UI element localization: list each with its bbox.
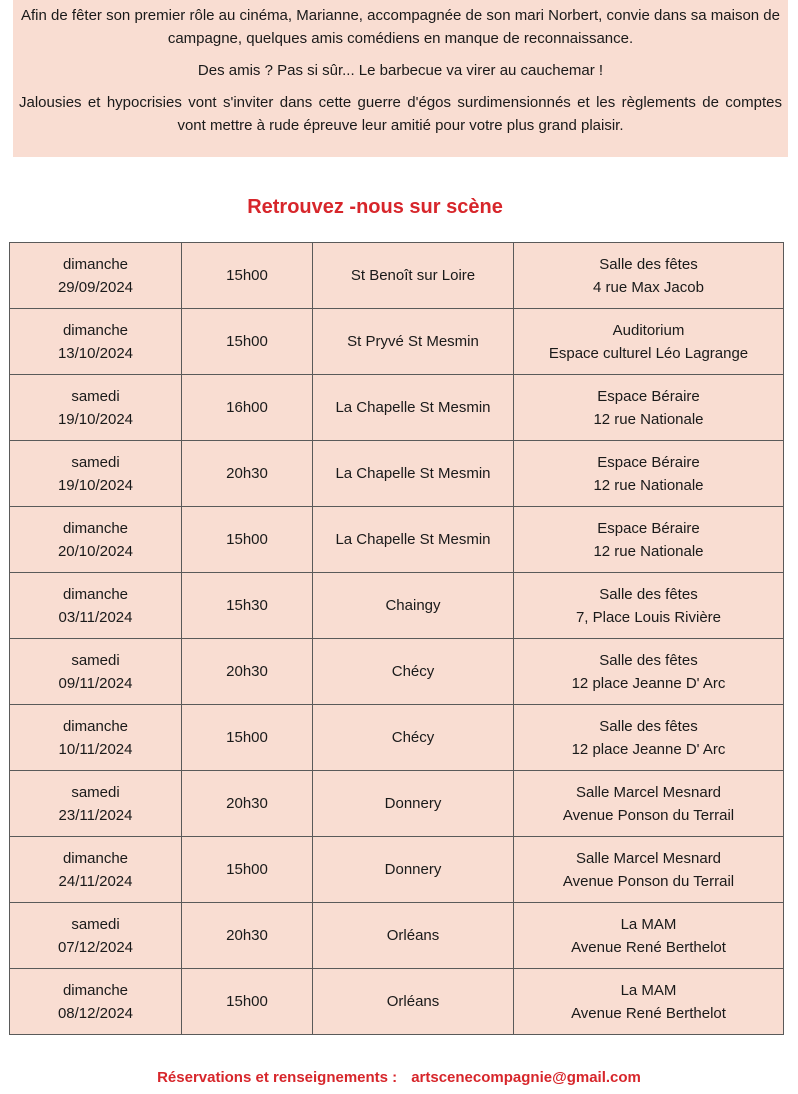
- venue-address: 12 place Jeanne D' Arc: [571, 674, 726, 692]
- table-row: [10, 969, 784, 1035]
- venue-cell: [514, 705, 784, 771]
- weekday: samedi: [71, 915, 120, 933]
- venue-name: Salle des fêtes: [599, 717, 698, 735]
- table-row: [10, 507, 784, 573]
- date-cell: [10, 573, 182, 639]
- city-cell: Orléans: [313, 903, 514, 969]
- date: 19/10/2024: [57, 410, 134, 428]
- date-cell: [10, 507, 182, 573]
- weekday: dimanche: [62, 981, 129, 999]
- date: 29/09/2024: [57, 278, 134, 296]
- time-cell: 15h00: [182, 309, 313, 375]
- date-cell: [10, 375, 182, 441]
- venue-name: Salle des fêtes: [599, 585, 698, 603]
- venue-address: 12 rue Nationale: [593, 542, 704, 560]
- city-cell: La Chapelle St Mesmin: [313, 375, 514, 441]
- weekday: samedi: [71, 651, 120, 669]
- venue-name: Salle Marcel Mesnard: [575, 783, 722, 801]
- venue-name: Espace Béraire: [597, 453, 700, 471]
- date: 19/10/2024: [57, 476, 134, 494]
- city-cell: Donnery: [313, 837, 514, 903]
- venue-cell: [514, 441, 784, 507]
- date: 13/10/2024: [57, 344, 134, 362]
- venue-cell: [514, 771, 784, 837]
- date: 08/12/2024: [57, 1004, 134, 1022]
- venue-cell: [514, 375, 784, 441]
- date-cell: [10, 969, 182, 1035]
- venue-address: Avenue René Berthelot: [571, 1004, 726, 1022]
- weekday: samedi: [71, 453, 120, 471]
- date-cell: [10, 903, 182, 969]
- venue-name: Salle des fêtes: [599, 651, 698, 669]
- venue-address: 4 rue Max Jacob: [593, 278, 704, 296]
- table-row: [10, 705, 784, 771]
- time-cell: 20h30: [182, 639, 313, 705]
- table-row: [10, 573, 784, 639]
- table-row: [10, 903, 784, 969]
- city-cell: Chécy: [313, 639, 514, 705]
- schedule-body: [10, 243, 784, 1035]
- date-cell: [10, 771, 182, 837]
- contact-email-link[interactable]: artscenecompagnie@gmail.com: [411, 1069, 641, 1086]
- city-cell: Orléans: [313, 969, 514, 1035]
- venue-name: Salle des fêtes: [599, 255, 698, 273]
- weekday: samedi: [71, 783, 120, 801]
- venue-cell: [514, 573, 784, 639]
- date-cell: [10, 837, 182, 903]
- weekday: samedi: [71, 387, 120, 405]
- date: 03/11/2024: [58, 608, 133, 626]
- table-row: [10, 243, 784, 309]
- date-cell: [10, 441, 182, 507]
- time-cell: 15h00: [182, 837, 313, 903]
- venue-cell: [514, 969, 784, 1035]
- synopsis-paragraph-3: Jalousies et hypocrisies vont s'inviter dans cette guerre d'égos surdimensionnés et les règlements de comptes vont mettre à rude épreuve leur amitié pour votre plus grand plaisir.: [19, 94, 782, 134]
- date-cell: [10, 705, 182, 771]
- venue-cell: [514, 837, 784, 903]
- venue-name: Espace Béraire: [597, 387, 700, 405]
- time-cell: 20h30: [182, 903, 313, 969]
- city-cell: Chécy: [313, 705, 514, 771]
- city-cell: Donnery: [313, 771, 514, 837]
- table-row: [10, 771, 784, 837]
- table-row: [10, 309, 784, 375]
- venue-name: La MAM: [620, 915, 677, 933]
- weekday: dimanche: [62, 717, 129, 735]
- weekday: dimanche: [62, 849, 129, 867]
- weekday: dimanche: [62, 321, 129, 339]
- footer-contact: [0, 1069, 798, 1086]
- venue-address: Avenue René Berthelot: [571, 938, 726, 956]
- time-cell: 15h00: [182, 705, 313, 771]
- city-cell: St Pryvé St Mesmin: [313, 309, 514, 375]
- weekday: dimanche: [62, 519, 129, 537]
- time-cell: 15h30: [182, 573, 313, 639]
- venue-name: Auditorium: [612, 321, 685, 339]
- time-cell: 20h30: [182, 771, 313, 837]
- city-cell: Chaingy: [313, 573, 514, 639]
- date-cell: [10, 639, 182, 705]
- city-cell: La Chapelle St Mesmin: [313, 441, 514, 507]
- time-cell: 15h00: [182, 243, 313, 309]
- time-cell: 20h30: [182, 441, 313, 507]
- venue-cell: [514, 903, 784, 969]
- time-cell: 16h00: [182, 375, 313, 441]
- date: 23/11/2024: [58, 806, 133, 824]
- time-cell: 15h00: [182, 969, 313, 1035]
- reservations-label: Réservations et renseignements :: [157, 1069, 398, 1086]
- table-row: [10, 441, 784, 507]
- date: 20/10/2024: [57, 542, 134, 560]
- table-row: [10, 837, 784, 903]
- venue-cell: [514, 639, 784, 705]
- weekday: dimanche: [62, 585, 129, 603]
- date-cell: [10, 243, 182, 309]
- venue-address: Avenue Ponson du Terrail: [562, 806, 735, 824]
- date: 09/11/2024: [58, 674, 133, 692]
- city-cell: St Benoît sur Loire: [313, 243, 514, 309]
- venue-name: Salle Marcel Mesnard: [575, 849, 722, 867]
- venue-cell: [514, 243, 784, 309]
- weekday: dimanche: [62, 255, 129, 273]
- venue-cell: [514, 507, 784, 573]
- synopsis-paragraph-2: Des amis ? Pas si sûr... Le barbecue va virer au cauchemar !: [197, 62, 604, 79]
- table-row: [10, 639, 784, 705]
- venue-address: 12 rue Nationale: [593, 410, 704, 428]
- venue-address: 12 rue Nationale: [593, 476, 704, 494]
- time-cell: 15h00: [182, 507, 313, 573]
- synopsis-panel: [13, 0, 788, 157]
- date-cell: [10, 309, 182, 375]
- date: 10/11/2024: [58, 740, 133, 758]
- date: 24/11/2024: [58, 872, 133, 890]
- synopsis-paragraph-1: Afin de fêter son premier rôle au cinéma, Marianne, accompagnée de son mari Norbert, convie dans sa maison de campagne, quelques amis comédiens en manque de reconnaissance.: [21, 7, 780, 47]
- venue-address: Avenue Ponson du Terrail: [562, 872, 735, 890]
- city-cell: La Chapelle St Mesmin: [313, 507, 514, 573]
- section-title: Retrouvez -nous sur scène: [247, 196, 503, 218]
- venue-cell: [514, 309, 784, 375]
- table-row: [10, 375, 784, 441]
- venue-name: Espace Béraire: [597, 519, 700, 537]
- venue-address: Espace culturel Léo Lagrange: [548, 344, 749, 362]
- venue-address: 7, Place Louis Rivière: [575, 608, 722, 626]
- venue-name: La MAM: [620, 981, 677, 999]
- schedule-table: [9, 242, 784, 1035]
- venue-address: 12 place Jeanne D' Arc: [571, 740, 726, 758]
- date: 07/12/2024: [57, 938, 134, 956]
